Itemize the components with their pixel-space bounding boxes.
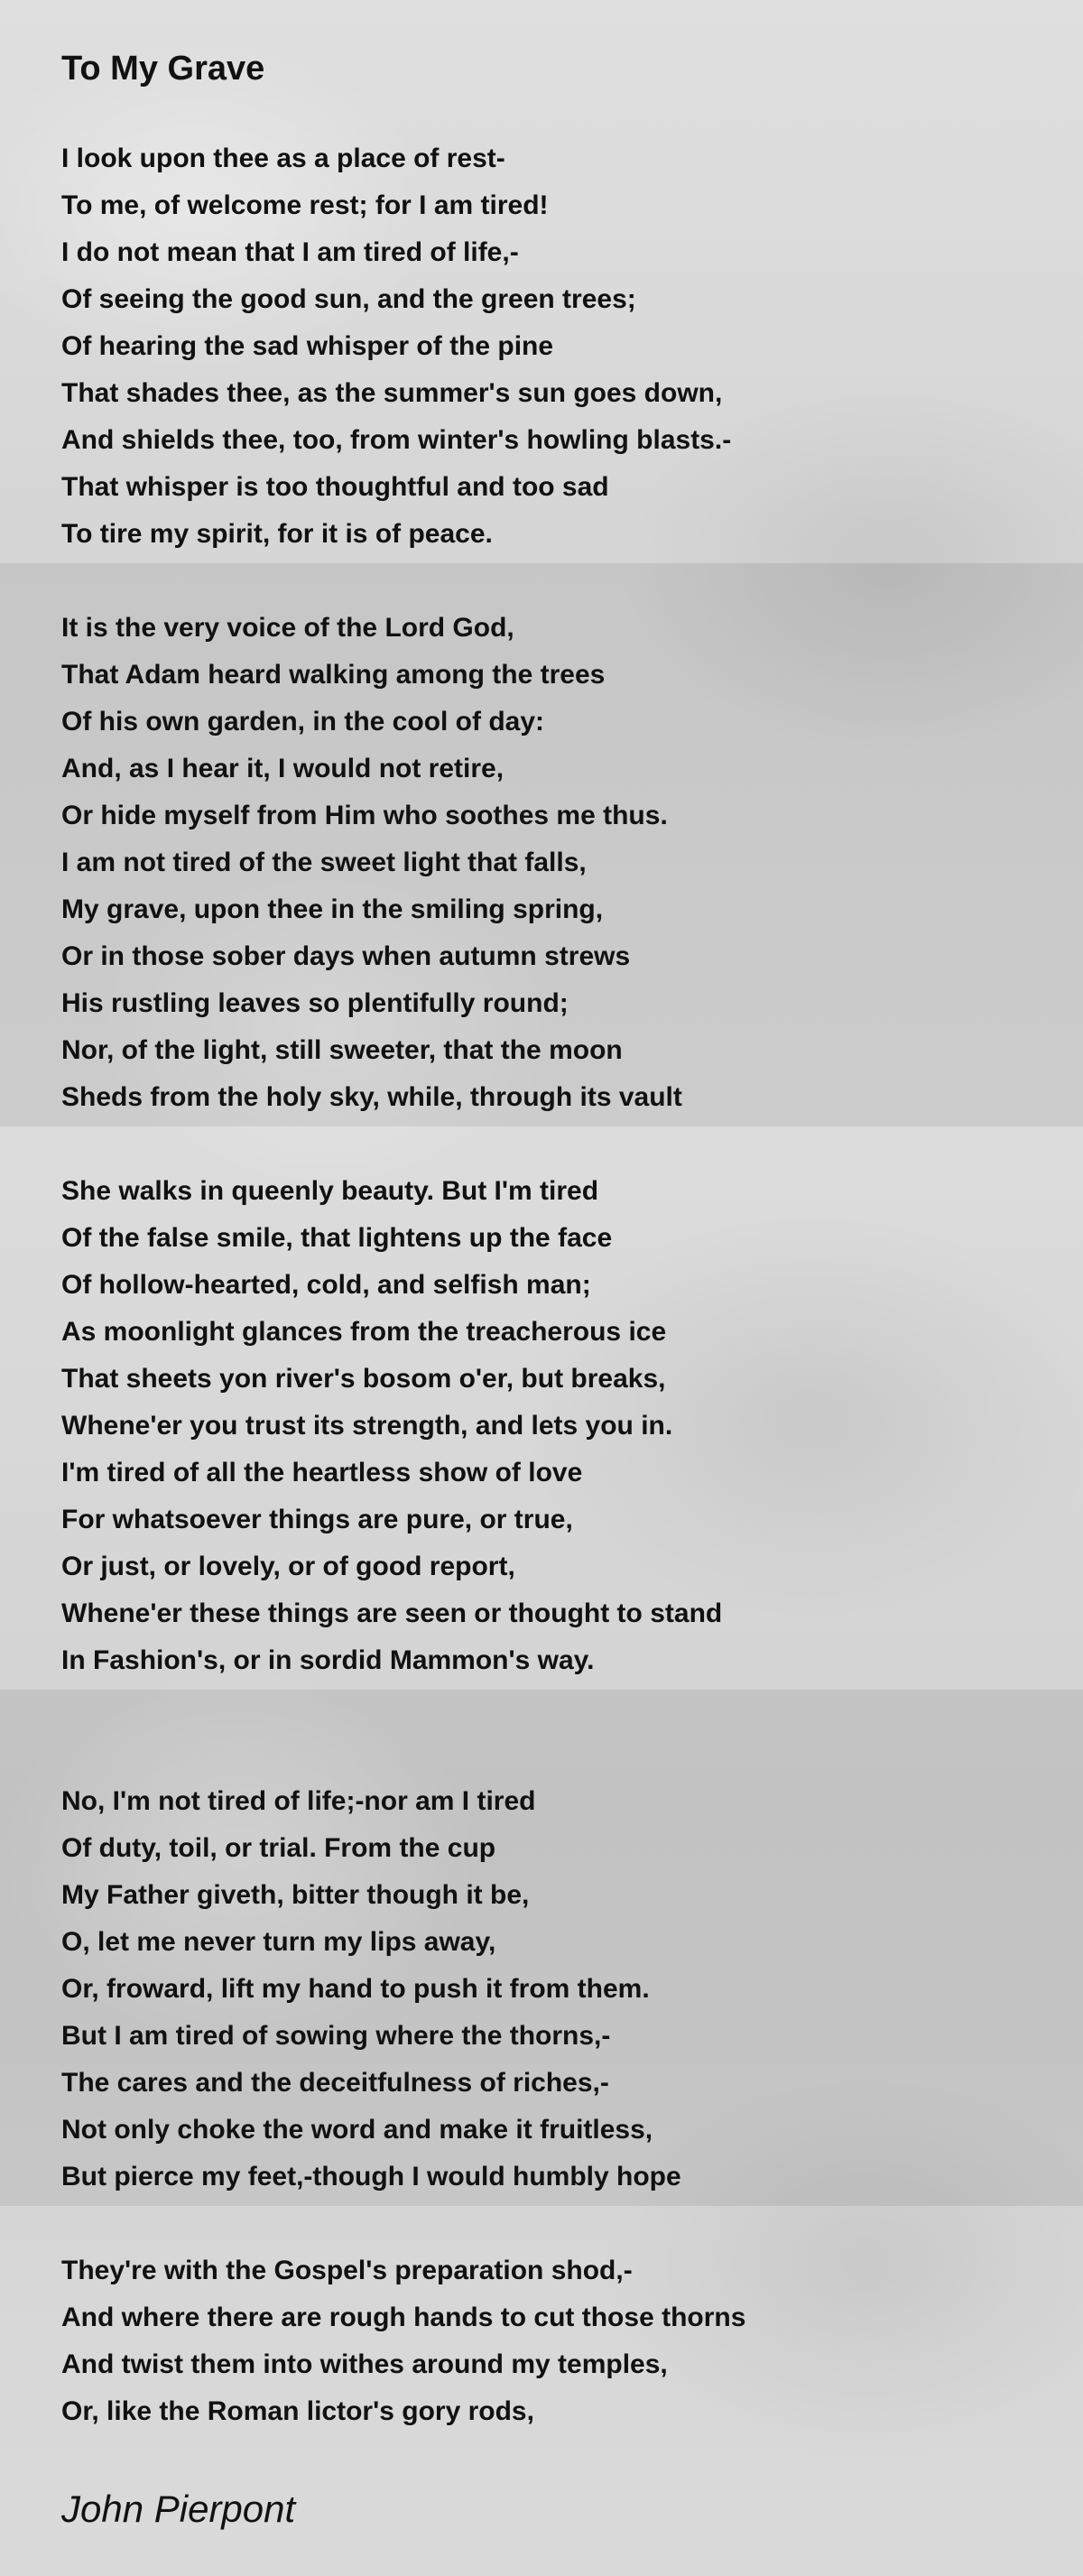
poem-line: O, let me never turn my lips away, xyxy=(61,1927,496,1957)
poem-line: Of hearing the sad whisper of the pine xyxy=(61,331,554,361)
poem-line: Of his own garden, in the cool of day: xyxy=(61,707,545,737)
poem-line: Not only choke the word and make it fruitless, xyxy=(61,2115,653,2145)
poem-line: Whene'er these things are seen or thought to stand xyxy=(61,1598,723,1628)
poem-line: That sheets yon river's bosom o'er, but breaks, xyxy=(61,1364,666,1394)
poem-line: Of the false smile, that lightens up the face xyxy=(61,1223,613,1253)
poem-line: And where there are rough hands to cut those thorns xyxy=(61,2303,746,2332)
poem-line: I'm tired of all the heartless show of love xyxy=(61,1458,583,1487)
poem-line: Of seeing the good sun, and the green trees; xyxy=(61,284,636,314)
poem-line: Nor, of the light, still sweeter, that the moon xyxy=(61,1035,623,1065)
poem-line: Of duty, toil, or trial. From the cup xyxy=(61,1833,496,1863)
poem-title: To My Grave xyxy=(61,50,265,88)
stanza-3 xyxy=(61,1168,1036,1684)
poem-line: She walks in queenly beauty. But I'm tired xyxy=(61,1176,599,1206)
poem-line: And twist them into withes around my temples, xyxy=(61,2349,668,2379)
stanza-2 xyxy=(61,605,1036,1121)
poem-line: To tire my spirit, for it is of peace. xyxy=(61,519,493,549)
stanza-4 xyxy=(61,1778,1036,2201)
poem-line: Or hide myself from Him who soothes me thus. xyxy=(61,801,668,830)
poem-line: Or just, or lovely, or of good report, xyxy=(61,1552,515,1581)
poem-line: My grave, upon thee in the smiling spring, xyxy=(61,894,604,924)
poem-line: As moonlight glances from the treacherous ice xyxy=(61,1317,667,1347)
poem-line: But pierce my feet,-though I would humbly hope xyxy=(61,2162,681,2191)
poem-line: Or, like the Roman lictor's gory rods, xyxy=(61,2396,534,2426)
poem-line: Of hollow-hearted, cold, and selfish man; xyxy=(61,1270,591,1300)
poem-line: In Fashion's, or in sordid Mammon's way. xyxy=(61,1645,595,1675)
poem-line: I do not mean that I am tired of life,- xyxy=(61,237,519,267)
poem-line: And shields thee, too, from winter's howling blasts.- xyxy=(61,425,732,455)
poem-line: That shades thee, as the summer's sun goes down, xyxy=(61,378,723,408)
poem-line: They're with the Gospel's preparation shod,- xyxy=(61,2256,633,2285)
poem-line: And, as I hear it, I would not retire, xyxy=(61,754,504,783)
poem-line: That Adam heard walking among the trees xyxy=(61,660,606,690)
stanza-5 xyxy=(61,2247,1036,2435)
poem-line: The cares and the deceitfulness of riches,- xyxy=(61,2068,609,2098)
poem-line: I look upon thee as a place of rest- xyxy=(61,144,505,173)
poem-line: No, I'm not tired of life;-nor am I tired xyxy=(61,1786,536,1816)
poem-line: I am not tired of the sweet light that falls, xyxy=(61,848,587,877)
poem-line: His rustling leaves so plentifully round; xyxy=(61,988,569,1018)
poem-line: But I am tired of sowing where the thorns,- xyxy=(61,2021,611,2051)
poem-author: John Pierpont xyxy=(61,2488,296,2530)
poem-line: Sheds from the holy sky, while, through its vault xyxy=(61,1082,682,1112)
poem-line: It is the very voice of the Lord God, xyxy=(61,613,514,643)
poem-line: To me, of welcome rest; for I am tired! xyxy=(61,190,549,220)
poem-line: Whene'er you trust its strength, and lets you in. xyxy=(61,1411,673,1441)
poem-line: For whatsoever things are pure, or true, xyxy=(61,1505,573,1534)
poem-line: That whisper is too thoughtful and too sad xyxy=(61,472,609,502)
stanza-1 xyxy=(61,135,1036,558)
poem-line: My Father giveth, bitter though it be, xyxy=(61,1880,530,1910)
poem-line: Or, froward, lift my hand to push it from them. xyxy=(61,1974,650,2004)
poem-line: Or in those sober days when autumn strews xyxy=(61,941,631,971)
